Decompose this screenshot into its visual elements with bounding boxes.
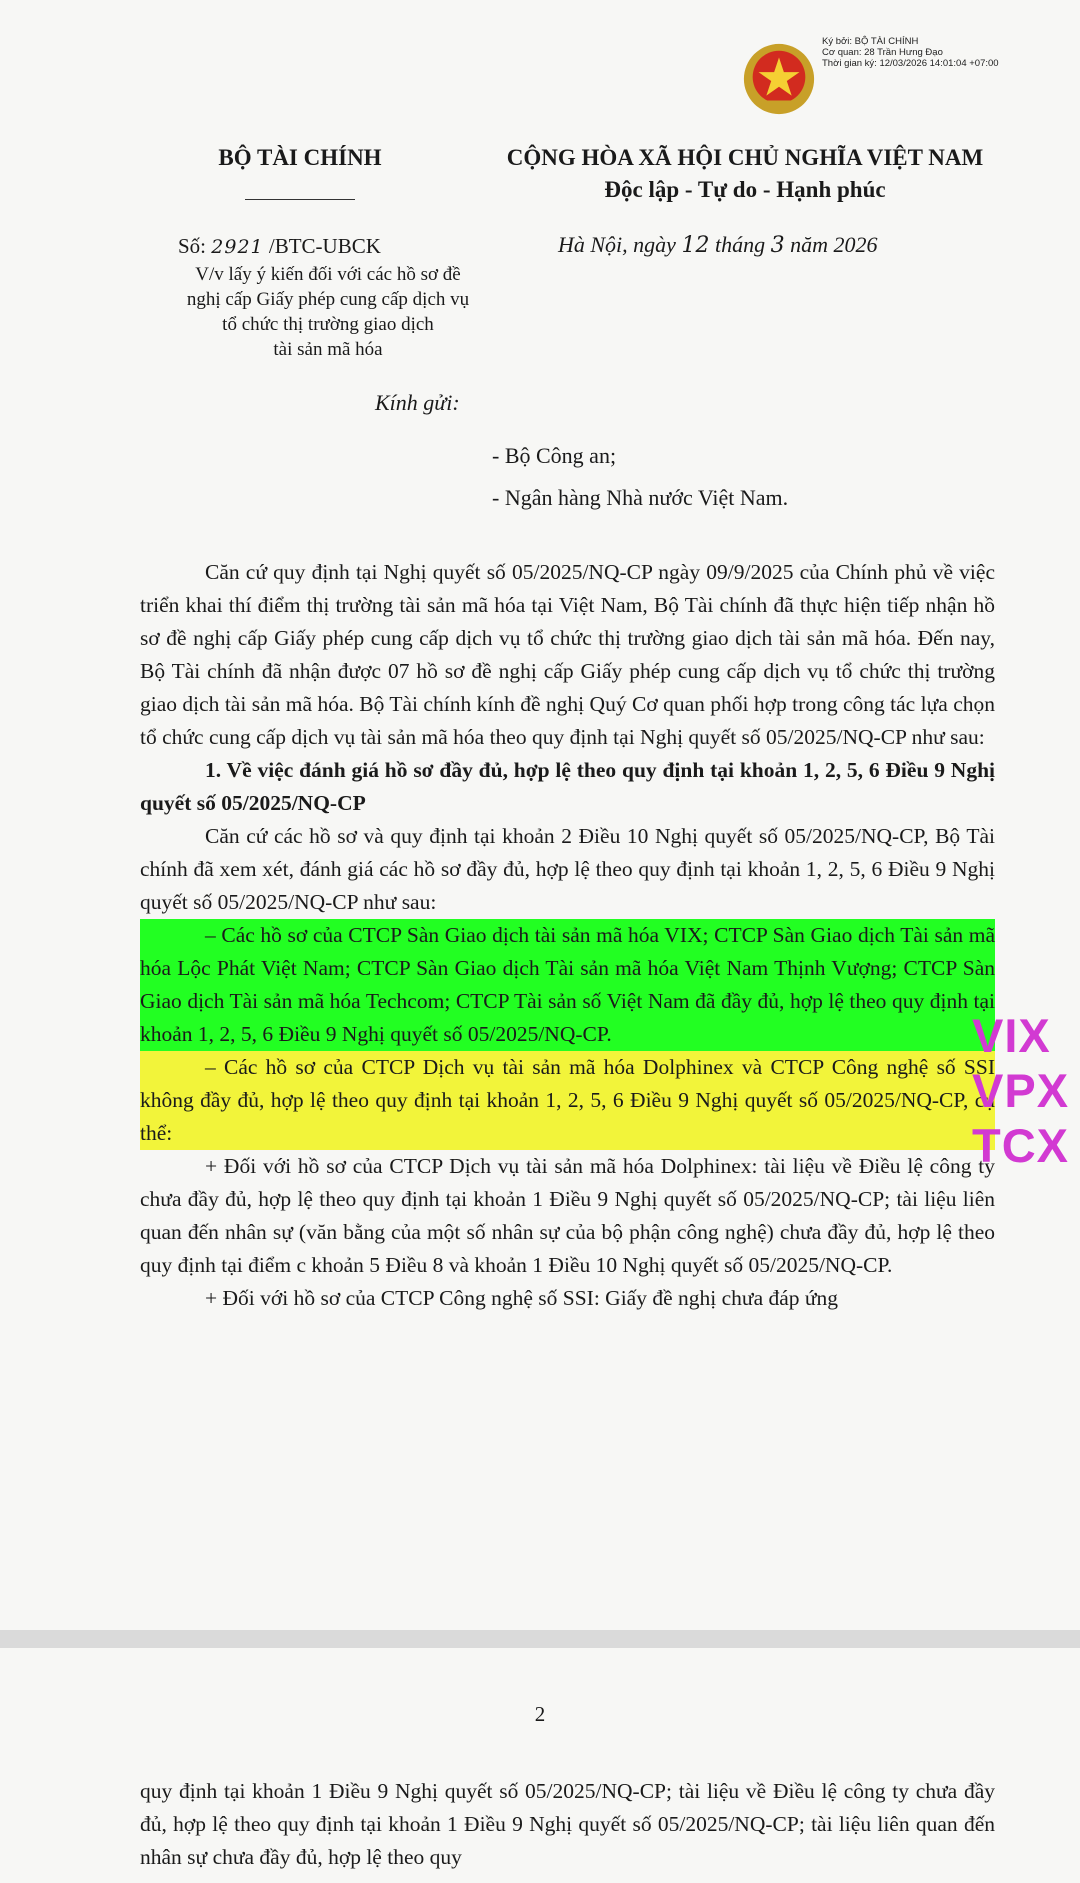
subject-line: nghị cấp Giấy phép cung cấp dịch vụ <box>186 289 470 310</box>
bullet-paragraph: + Đối với hồ sơ của CTCP Dịch vụ tài sản mã hóa Dolphinex: tài liệu về Điều lệ công ty chưa đầy đủ, hợp lệ theo quy định tại khoản 1 Điều 9 Nghị quyết số 05/2025/NQ-CP; tài liệu liên quan đến nhân sự (văn bằng của một số nhân sự của bộ phận công nghệ) chưa đầy đủ, hợp lệ theo quy định tại điểm c khoản 5 Điều 8 và khoản 1 Điều 10 Nghị quyết số 05/2025/NQ-CP. <box>140 1154 995 1277</box>
bullet-paragraph: + Đối với hồ sơ của CTCP Công nghệ số SSI: Giấy đề nghị chưa đáp ứng <box>205 1286 839 1310</box>
state-emblem-icon <box>740 40 818 118</box>
date-month-label: tháng <box>714 232 766 257</box>
recipient-item: - Bộ Công an; <box>492 443 617 468</box>
intro-paragraph: Căn cứ quy định tại Nghị quyết số 05/2025/NQ-CP ngày 09/9/2025 của Chính phủ về việc triển khai thí điểm thị trường tài sản mã hóa tại Việt Nam, Bộ Tài chính đã thực hiện tiếp nhận hồ sơ đề nghị cấp Giấy phép cung cấp dịch vụ tổ chức thị trường giao dịch tài sản mã hóa. Đến nay, Bộ Tài chính đã nhận được 07 hồ sơ đề nghị cấp Giấy phép cung cấp dịch vụ tổ chức thị trường giao dịch tài sản mã hóa. Bộ Tài chính kính đề nghị Quý Cơ quan phối hợp trong công tác lựa chọn tổ chức cung cấp dịch vụ tài sản mã hóa theo quy định tại Nghị quyết số 05/2025/NQ-CP như sau: <box>140 560 995 749</box>
document-body <box>140 556 995 1315</box>
number-suffix: /BTC-UBCK <box>268 234 381 258</box>
date-month: 3 <box>770 233 785 258</box>
subject-line: V/v lấy ý kiến đối với các hồ sơ đề <box>195 264 461 285</box>
national-title-block <box>505 145 985 203</box>
recipient-item: - Ngân hàng Nhà nước Việt Nam. <box>492 485 789 510</box>
national-motto: Độc lập - Tự do - Hạnh phúc <box>604 177 886 202</box>
page-number: 2 <box>534 1702 546 1726</box>
document-subject <box>178 262 478 362</box>
republic-title: CỘNG HÒA XÃ HỘI CHỦ NGHĨA VIỆT NAM <box>506 145 984 170</box>
date-year: năm 2026 <box>790 232 878 257</box>
agency-underline <box>245 199 355 200</box>
signature-time: Thời gian ký: 12/03/2026 14:01:04 +07:00 <box>822 58 999 69</box>
signature-agency: Cơ quan: 28 Trần Hưng Đạo <box>822 47 943 58</box>
issue-date <box>558 232 877 258</box>
paragraph: quy định tại khoản 1 Điều 9 Nghị quyết số 05/2025/NQ-CP; tài liệu về Điều lệ công ty chưa đầy đủ, hợp lệ theo quy định tại khoản 1 Điều 9 Nghị quyết số 05/2025/NQ-CP; tài liệu liên quan đến nhân sự chưa đầy đủ, hợp lệ theo quy <box>140 1779 995 1869</box>
document-number <box>178 234 381 259</box>
paragraph: Căn cứ các hồ sơ và quy định tại khoản 2 Điều 10 Nghị quyết số 05/2025/NQ-CP, Bộ Tài chính đã xem xét, đánh giá các hồ sơ đầy đủ, hợp lệ theo quy định tại khoản 1, 2, 5, 6 Điều 9 Nghị quyết số 05/2025/NQ-CP như sau: <box>140 824 995 914</box>
issuing-agency: BỘ TÀI CHÍNH <box>218 145 382 170</box>
handwritten-number: 2921 <box>211 236 264 258</box>
digital-signature-block <box>822 36 999 69</box>
issuing-agency-block <box>180 145 420 200</box>
section-heading: 1. Về việc đánh giá hồ sơ đầy đủ, hợp lệ theo quy định tại khoản 1, 2, 5, 6 Điều 9 Nghị quyết số 05/2025/NQ-CP <box>140 758 995 815</box>
highlighted-paragraph-green: – Các hồ sơ của CTCP Sàn Giao dịch tài sản mã hóa VIX; CTCP Sàn Giao dịch Tài sản mã hóa Lộc Phát Việt Nam; CTCP Sàn Giao dịch Tài sản mã hóa Việt Nam Thịnh Vượng; CTCP Sàn Giao dịch Tài sản mã hóa Techcom; CTCP Tài sản số Việt Nam đã đầy đủ, hợp lệ theo quy định tại khoản 1, 2, 5, 6 Điều 9 Nghị quyết số 05/2025/NQ-CP. <box>140 919 995 1051</box>
number-label: Số: <box>178 234 207 258</box>
subject-line: tổ chức thị trường giao dịch <box>222 314 434 335</box>
highlighted-paragraph-yellow: – Các hồ sơ của CTCP Dịch vụ tài sản mã hóa Dolphinex và CTCP Công nghệ số SSI không đầy đủ, hợp lệ theo quy định tại khoản 1, 2, 5, 6 Điều 9 Nghị quyết số 05/2025/NQ-CP, cụ thể: <box>140 1051 995 1150</box>
recipients-label: Kính gửi: <box>375 390 460 415</box>
page2-body <box>140 1775 995 1874</box>
page-separator <box>0 1630 1080 1648</box>
overlay-label: VPX <box>972 1064 1070 1117</box>
date-day: 12 <box>681 233 710 258</box>
overlay-label: VIX <box>972 1009 1051 1062</box>
signature-signer: Ký bởi: BỘ TÀI CHÍNH <box>822 36 919 47</box>
date-prefix: Hà Nội, ngày <box>558 232 676 257</box>
overlay-label: TCX <box>972 1119 1069 1172</box>
subject-line: tài sản mã hóa <box>273 339 383 360</box>
